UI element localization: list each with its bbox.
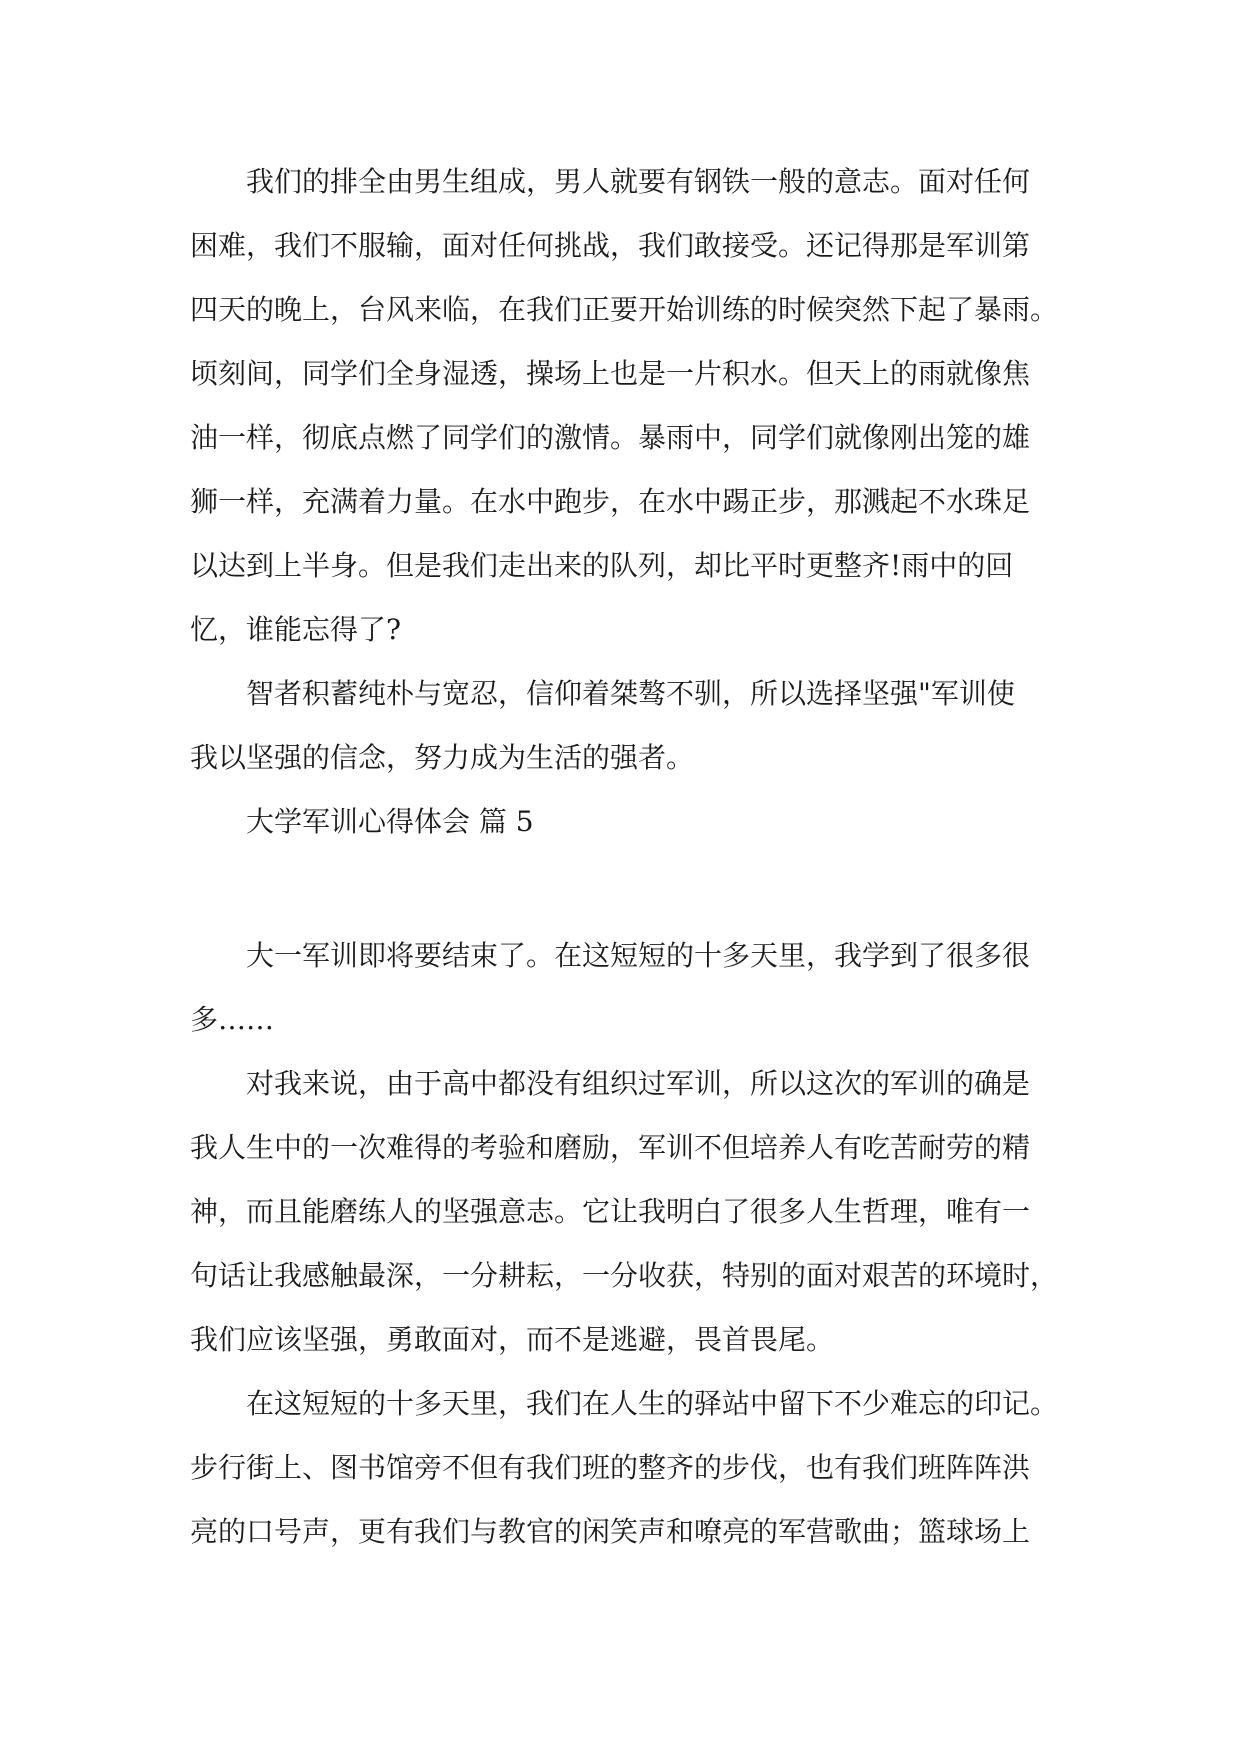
paragraph-line: 油一样，彻底点燃了同学们的激情。暴雨中，同学们就像刚出笼的雄: [190, 421, 1031, 454]
paragraph-line: 我以坚强的信念，努力成为生活的强者。: [190, 741, 695, 774]
paragraph-line: 忆，谁能忘得了?: [190, 613, 402, 646]
paragraph-line: 大一军训即将要结束了。在这短短的十多天里，我学到了很多很: [246, 939, 1031, 972]
paragraph-line: 我们应该坚强，勇敢面对，而不是逃避，畏首畏尾。: [190, 1323, 835, 1356]
paragraph-line: 在这短短的十多天里，我们在人生的驿站中留下不少难忘的印记。: [246, 1387, 1059, 1420]
paragraph-line: 以达到上半身。但是我们走出来的队列，却比平时更整齐!雨中的回: [190, 549, 1014, 582]
section-heading: 大学军训心得体会 篇 5: [246, 805, 534, 838]
paragraph-line: 困难，我们不服输，面对任何挑战，我们敢接受。还记得那是军训第: [190, 229, 1031, 262]
paragraph-line: 智者积蓄纯朴与宽忍，信仰着桀骜不驯，所以选择坚强"军训使: [246, 677, 1015, 710]
paragraph-line: 顷刻间，同学们全身湿透，操场上也是一片积水。但天上的雨就像焦: [190, 357, 1031, 390]
paragraph-line: 多……: [190, 1003, 275, 1036]
paragraph-line: 我人生中的一次难得的考验和磨励，军训不但培养人有吃苦耐劳的精: [190, 1131, 1031, 1164]
paragraph-line: 步行街上、图书馆旁不但有我们班的整齐的步伐，也有我们班阵阵洪: [190, 1451, 1031, 1484]
paragraph-line: 我们的排全由男生组成，男人就要有钢铁一般的意志。面对任何: [246, 165, 1031, 198]
paragraph-line: 对我来说，由于高中都没有组织过军训，所以这次的军训的确是: [246, 1067, 1031, 1100]
paragraph-line: 亮的口号声，更有我们与教官的闲笑声和嘹亮的军营歌曲；篮球场上: [190, 1515, 1031, 1548]
paragraph-line: 狮一样，充满着力量。在水中跑步，在水中踢正步，那溅起不水珠足: [190, 485, 1031, 518]
paragraph-line: 四天的晚上，台风来临，在我们正要开始训练的时候突然下起了暴雨。: [190, 293, 1059, 326]
paragraph-line: 句话让我感触最深，一分耕耘，一分收获，特别的面对艰苦的环境时，: [190, 1259, 1059, 1292]
paragraph-line: 神，而且能磨练人的坚强意志。它让我明白了很多人生哲理，唯有一: [190, 1195, 1031, 1228]
